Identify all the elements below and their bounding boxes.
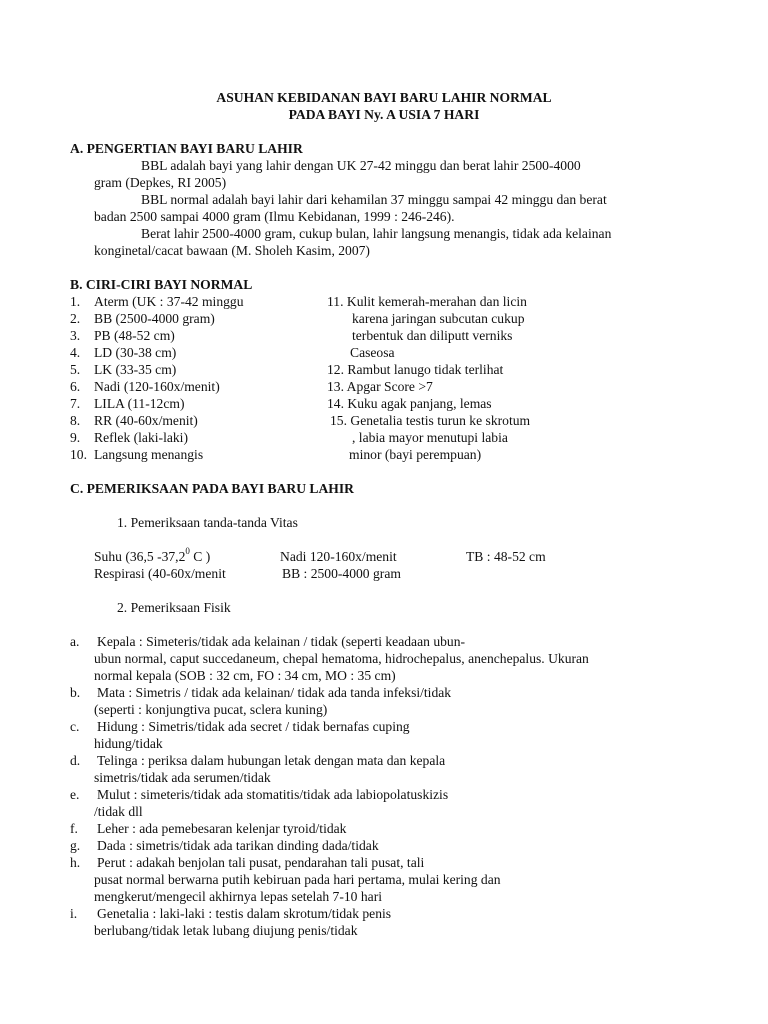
list-item: 13. Apgar Score >7	[327, 379, 433, 394]
list-item: LD (30-38 cm)	[94, 345, 177, 360]
list-number: 1.	[70, 294, 81, 309]
exam-line: pusat normal berwarna putih kebiruan pada hari pertama, mulai kering dan	[94, 872, 501, 887]
exam-line: berlubang/tidak letak lubang diujung penis/tidak	[94, 923, 358, 938]
vital-respirasi: Respirasi (40-60x/menit	[94, 566, 226, 581]
list-item: LK (33-35 cm)	[94, 362, 177, 377]
section-a-paragraph-3-line-1: Berat lahir 2500-4000 gram, cukup bulan, lahir langsung menangis, tidak ada kelainan	[141, 226, 612, 241]
exam-line: Hidung : Simetris/tidak ada secret / tidak bernafas cuping	[97, 719, 410, 734]
section-a-paragraph-1-line-2: gram (Depkes, RI 2005)	[94, 175, 227, 190]
vital-signs-subheading: 1. Pemeriksaan tanda-tanda Vitas	[117, 515, 298, 530]
document-title-line-2: PADA BAYI Ny. A USIA 7 HARI	[288, 107, 480, 122]
vital-suhu-text: Suhu (36,5 -37,2	[94, 549, 186, 564]
list-number: 5.	[70, 362, 81, 377]
list-item-continuation: , labia mayor menutupi labia	[352, 430, 508, 445]
list-item: Langsung menangis	[94, 447, 204, 462]
exam-line: Kepala : Simeteris/tidak ada kelainan / tidak (seperti keadaan ubun-	[97, 634, 466, 649]
list-item: BB (2500-4000 gram)	[94, 311, 215, 326]
physical-exam-subheading: 2. Pemeriksaan Fisik	[117, 600, 231, 615]
exam-line: mengkerut/mengecil akhirnya lepas setelah 7-10 hari	[94, 889, 383, 904]
section-a-paragraph-3-line-2: konginetal/cacat bawaan (M. Sholeh Kasim, 2007)	[94, 243, 370, 258]
exam-line: normal kepala (SOB : 32 cm, FO : 34 cm, MO : 35 cm)	[94, 668, 396, 683]
section-a-heading: A. PENGERTIAN BAYI BARU LAHIR	[70, 141, 303, 156]
list-number: 6.	[70, 379, 81, 394]
list-number: 2.	[70, 311, 81, 326]
list-number: 9.	[70, 430, 81, 445]
section-c-heading: C. PEMERIKSAAN PADA BAYI BARU LAHIR	[70, 481, 354, 496]
section-a-paragraph-2-line-1: BBL normal adalah bayi lahir dari kehamilan 37 minggu sampai 42 minggu dan berat	[141, 192, 607, 207]
vital-suhu-unit: C )	[189, 549, 211, 564]
list-number: 7.	[70, 396, 81, 411]
list-marker: c.	[70, 719, 80, 734]
list-item-continuation: terbentuk dan diliputt verniks	[352, 328, 513, 343]
section-b-heading: B. CIRI-CIRI BAYI NORMAL	[70, 277, 253, 292]
list-marker: a.	[70, 634, 80, 649]
list-marker: b.	[70, 685, 81, 700]
vital-bb: BB : 2500-4000 gram	[282, 566, 401, 581]
list-marker: e.	[70, 787, 80, 802]
list-item: RR (40-60x/menit)	[94, 413, 198, 428]
list-marker: d.	[70, 753, 81, 768]
list-number: 10.	[70, 447, 87, 462]
list-item: 14. Kuku agak panjang, lemas	[327, 396, 492, 411]
list-number: 3.	[70, 328, 81, 343]
degree-superscript: 0	[185, 546, 190, 557]
exam-line: simetris/tidak ada serumen/tidak	[94, 770, 271, 785]
list-number: 8.	[70, 413, 81, 428]
list-item: LILA (11-12cm)	[94, 396, 185, 411]
exam-line: ubun normal, caput succedaneum, chepal hematoma, hidrochepalus, anenchepalus. Ukuran	[94, 651, 589, 666]
exam-line: /tidak dll	[94, 804, 143, 819]
exam-line: Leher : ada pemebesaran kelenjar tyroid/tidak	[97, 821, 347, 836]
exam-line: Dada : simetris/tidak ada tarikan dinding dada/tidak	[97, 838, 379, 853]
list-item: 15. Genetalia testis turun ke skrotum	[330, 413, 531, 428]
exam-line: (seperti : konjungtiva pucat, sclera kuning)	[94, 702, 328, 717]
exam-line: Genetalia : laki-laki : testis dalam skrotum/tidak penis	[97, 906, 392, 921]
list-marker: f.	[70, 821, 78, 836]
list-item: Nadi (120-160x/menit)	[94, 379, 220, 394]
list-item-continuation: minor (bayi perempuan)	[349, 447, 482, 462]
list-marker: g.	[70, 838, 81, 853]
list-number: 4.	[70, 345, 81, 360]
list-item: 12. Rambut lanugo tidak terlihat	[327, 362, 504, 377]
vital-nadi: Nadi 120-160x/menit	[280, 549, 397, 564]
list-item: PB (48-52 cm)	[94, 328, 175, 343]
list-item: Aterm (UK : 37-42 minggu	[94, 294, 244, 309]
section-a-paragraph-1-line-1: BBL adalah bayi yang lahir dengan UK 27-42 minggu dan berat lahir 2500-4000	[141, 158, 581, 173]
list-item-continuation: karena jaringan subcutan cukup	[352, 311, 525, 326]
document-title-line-1: ASUHAN KEBIDANAN BAYI BARU LAHIR NORMAL	[216, 90, 552, 105]
exam-line: Perut : adakah benjolan tali pusat, pendarahan tali pusat, tali	[97, 855, 425, 870]
section-a-paragraph-2-line-2: badan 2500 sampai 4000 gram (Ilmu Kebidanan, 1999 : 246-246).	[94, 209, 455, 224]
list-item: Reflek (laki-laki)	[94, 430, 188, 445]
exam-line: hidung/tidak	[94, 736, 163, 751]
list-item-continuation: Caseosa	[350, 345, 395, 360]
list-item: 11. Kulit kemerah-merahan dan licin	[327, 294, 527, 309]
exam-line: Mulut : simeteris/tidak ada stomatitis/tidak ada labiopolatuskizis	[97, 787, 449, 802]
vital-tb: TB : 48-52 cm	[466, 549, 546, 564]
vital-suhu	[94, 548, 210, 565]
exam-line: Mata : Simetris / tidak ada kelainan/ tidak ada tanda infeksi/tidak	[97, 685, 452, 700]
list-marker: i.	[70, 906, 78, 921]
exam-line: Telinga : periksa dalam hubungan letak dengan mata dan kepala	[97, 753, 446, 768]
list-marker: h.	[70, 855, 81, 870]
